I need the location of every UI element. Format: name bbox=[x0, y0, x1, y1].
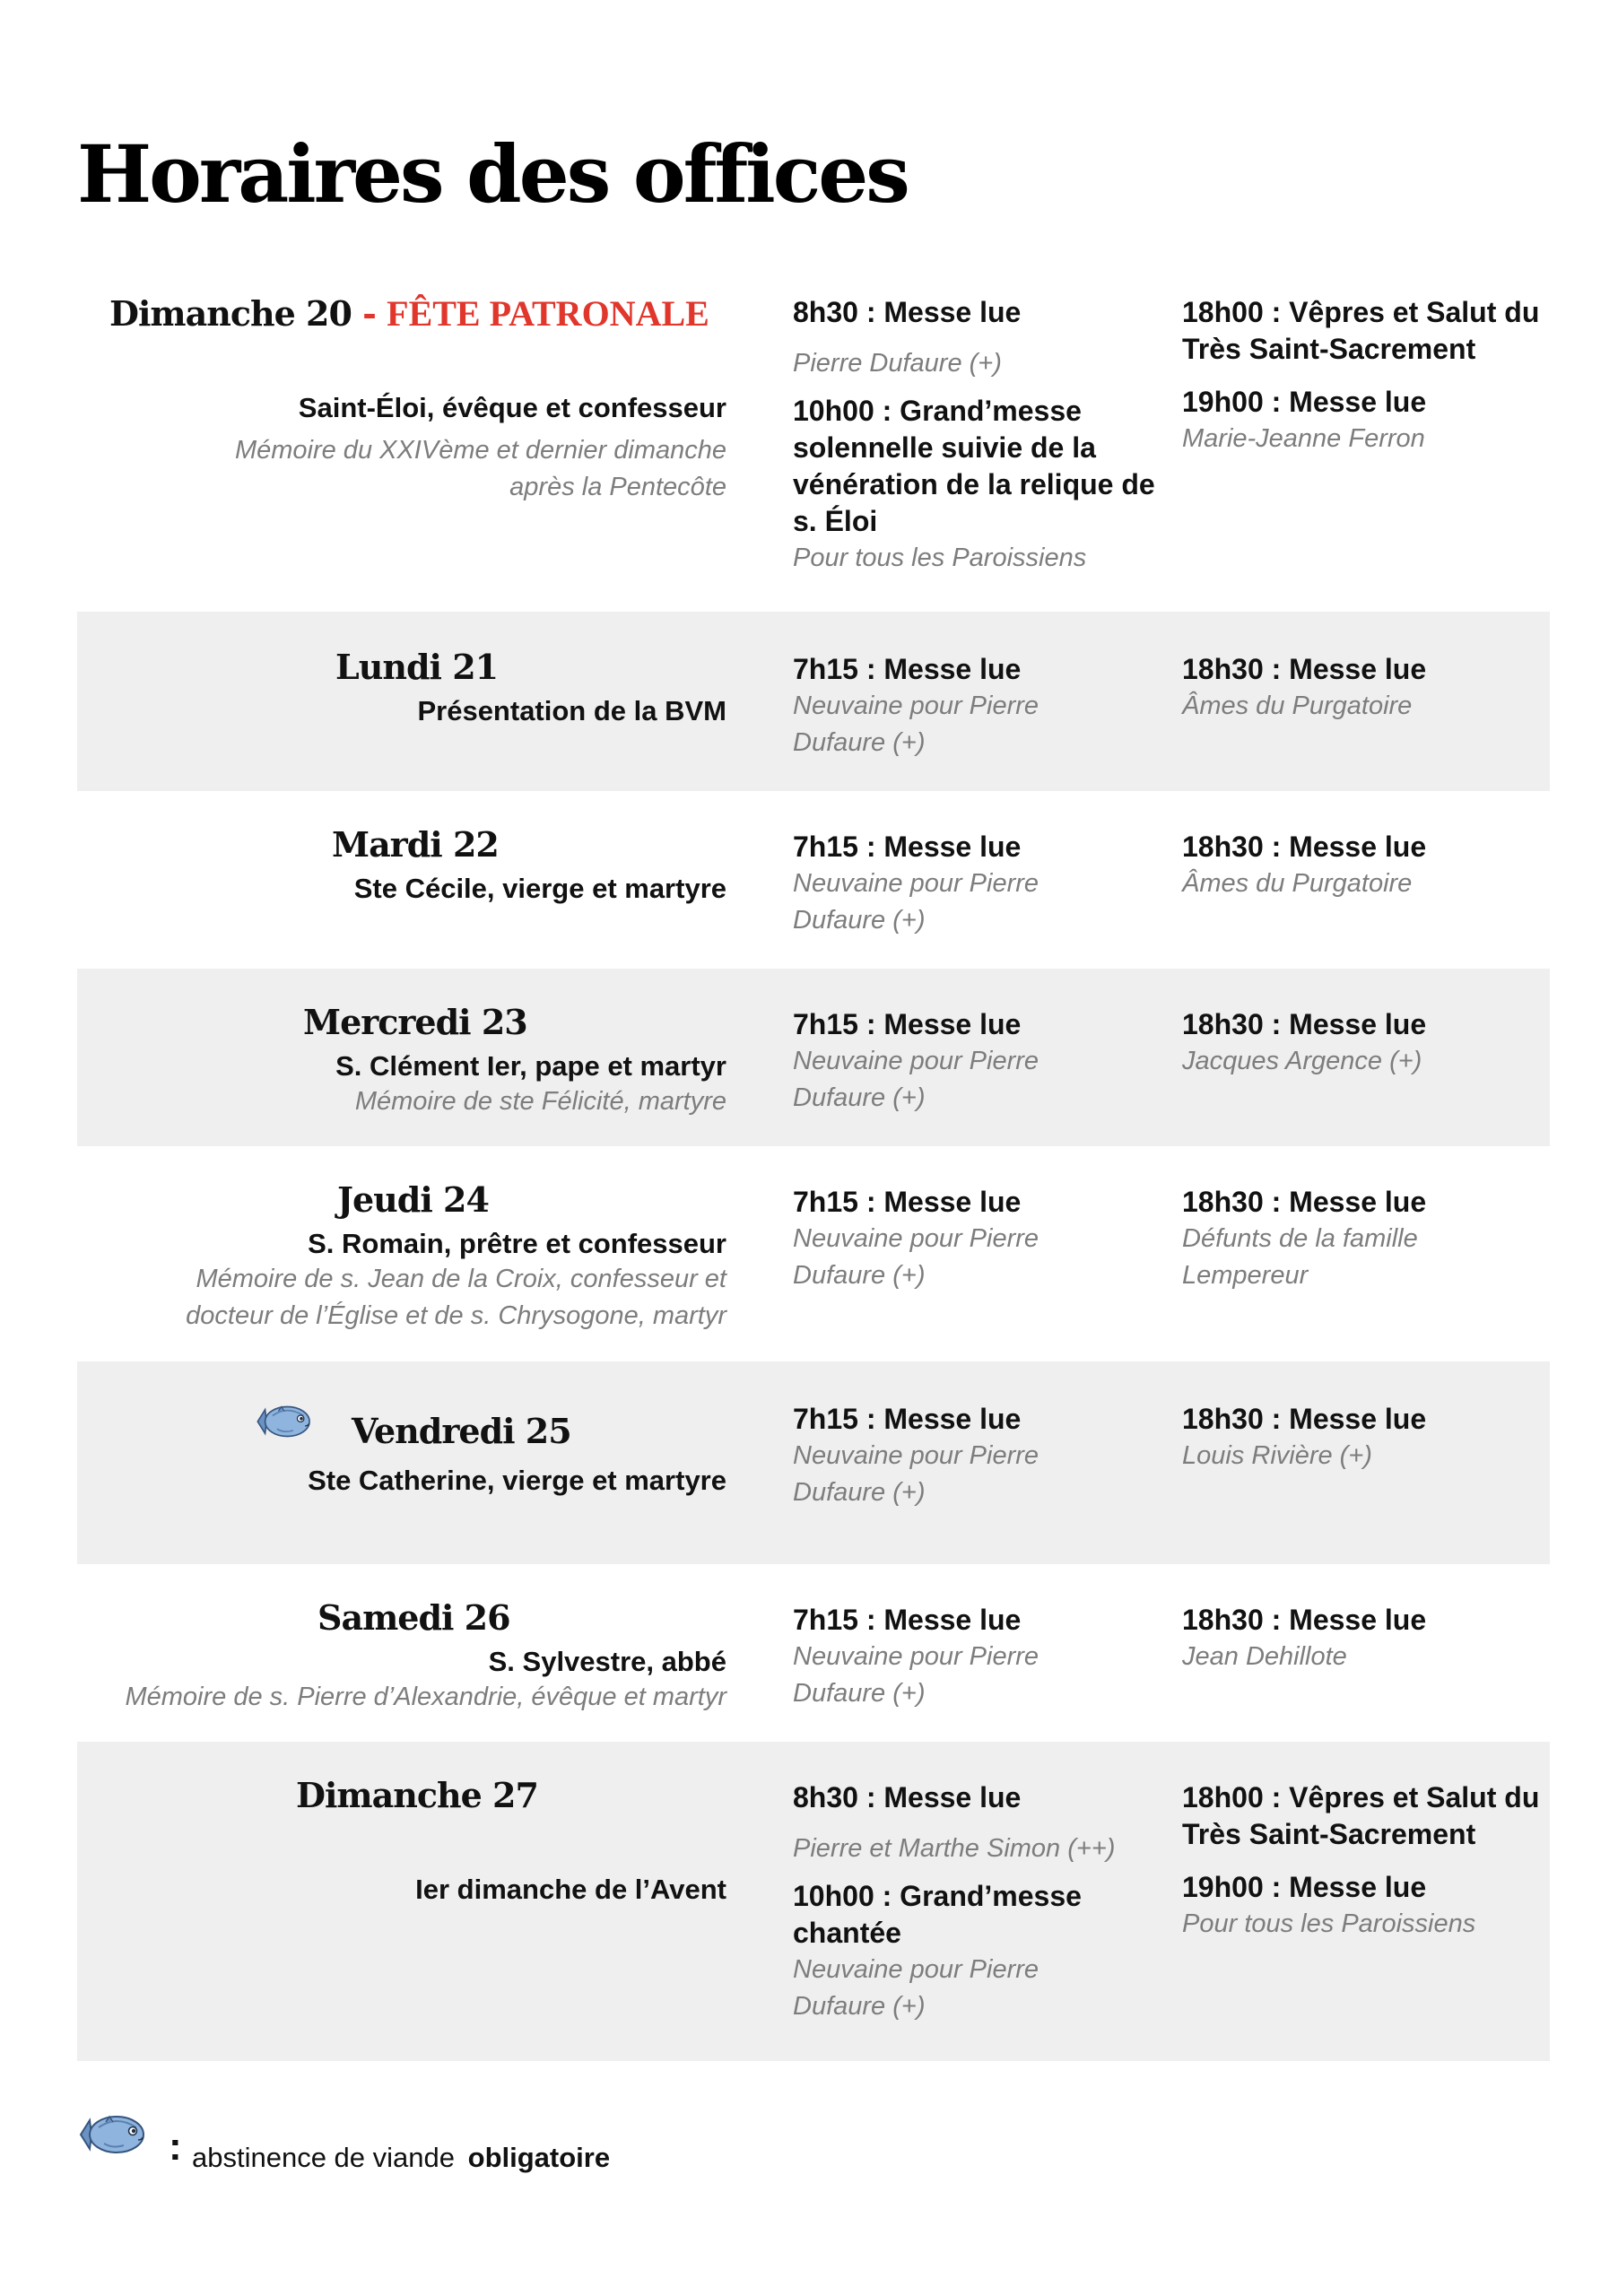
day-row-dimanche-27 bbox=[77, 1742, 1550, 2061]
mass-time: 19h00 : Messe lue bbox=[1182, 1871, 1427, 1903]
morning-masses bbox=[793, 969, 1170, 1117]
saint-of-day: S. Romain, prêtre et confesseur bbox=[308, 1228, 726, 1259]
separator: - bbox=[351, 293, 387, 334]
evening-masses bbox=[1182, 969, 1550, 1080]
mass-time: 19h00 : Messe lue bbox=[1182, 386, 1427, 418]
evening-masses bbox=[1182, 1742, 1550, 1943]
legend-colon: : bbox=[169, 2125, 182, 2169]
mass-time: 18h30 : Messe lue bbox=[1182, 1604, 1427, 1636]
mass-time: 18h00 : Vêpres et Salut du Très Saint-Sacrement bbox=[1182, 1781, 1540, 1850]
mass-intention: Jacques Argence (+) bbox=[1182, 1047, 1422, 1075]
mass-time: 7h15 : Messe lue bbox=[793, 831, 1022, 863]
morning-masses bbox=[793, 1361, 1170, 1511]
mass-intention: Neuvaine pour Pierre Dufaure (+) bbox=[793, 1047, 1040, 1112]
evening-masses bbox=[1182, 1146, 1550, 1294]
day-name: Dimanche 27 bbox=[296, 1775, 538, 1815]
mass-time: 7h15 : Messe lue bbox=[793, 1008, 1022, 1040]
mass-intention: Pour tous les Paroissiens bbox=[793, 544, 1087, 572]
day-row-mardi-22 bbox=[77, 791, 1550, 969]
mass-intention: Jean Dehillote bbox=[1182, 1642, 1347, 1671]
saint-of-day: Présentation de la BVM bbox=[417, 695, 726, 726]
saint-of-day: S. Sylvestre, abbé bbox=[488, 1646, 726, 1677]
mass-time: 18h00 : Vêpres et Salut du Très Saint-Sacrement bbox=[1182, 296, 1540, 365]
mass-intention: Neuvaine pour Pierre Dufaure (+) bbox=[793, 1224, 1040, 1290]
morning-masses bbox=[793, 1564, 1170, 1712]
day-name: Lundi 21 bbox=[335, 647, 499, 687]
day-row-lundi-21 bbox=[77, 612, 1550, 791]
mass-time: 10h00 : Grand’messe chantée bbox=[793, 1880, 1082, 1949]
mass-intention: Neuvaine pour Pierre Dufaure (+) bbox=[793, 1642, 1040, 1708]
saint-of-day: Ier dimanche de l’Avent bbox=[415, 1874, 726, 1905]
mass-time: 7h15 : Messe lue bbox=[793, 1186, 1022, 1218]
mass-time: 7h15 : Messe lue bbox=[793, 1604, 1022, 1636]
legend-emphasis: obligatoire bbox=[467, 2142, 611, 2173]
fish-icon bbox=[77, 2108, 149, 2161]
fish-icon bbox=[255, 1399, 314, 1444]
mass-intention: Neuvaine pour Pierre Dufaure (+) bbox=[793, 691, 1040, 757]
mass-intention: Neuvaine pour Pierre Dufaure (+) bbox=[793, 1955, 1040, 2021]
feast-label: FÊTE PATRONALE bbox=[387, 293, 709, 334]
saint-of-day: S. Clément Ier, pape et martyr bbox=[335, 1050, 726, 1082]
saint-of-day: Saint-Éloi, évêque et confesseur bbox=[298, 392, 726, 423]
legend-text bbox=[192, 2140, 610, 2176]
morning-masses bbox=[793, 287, 1170, 577]
mass-intention: Pour tous les Paroissiens bbox=[1182, 1909, 1476, 1938]
day-name bbox=[109, 292, 709, 335]
mass-time: 18h30 : Messe lue bbox=[1182, 1403, 1427, 1435]
commemoration-note: Mémoire de ste Félicité, martyre bbox=[354, 1087, 726, 1116]
morning-masses bbox=[793, 1742, 1170, 2025]
mass-time: 18h30 : Messe lue bbox=[1182, 1186, 1427, 1218]
evening-masses bbox=[1182, 1361, 1550, 1474]
saint-of-day: Ste Catherine, vierge et martyre bbox=[308, 1465, 726, 1496]
commemoration-note: Mémoire du XXIVème et dernier dimanche après la Pentecôte bbox=[234, 436, 726, 501]
day-name: Vendredi 25 bbox=[352, 1411, 571, 1451]
mass-intention: Pierre Dufaure (+) bbox=[793, 349, 1002, 378]
day-name: Jeudi 24 bbox=[337, 1179, 489, 1220]
commemoration-note: Mémoire de s. Pierre d’Alexandrie, évêque et martyr bbox=[125, 1683, 726, 1711]
morning-masses bbox=[793, 612, 1170, 761]
evening-masses bbox=[1182, 287, 1550, 457]
day-name: Mardi 22 bbox=[332, 824, 499, 865]
commemoration-note: Mémoire de s. Jean de la Croix, confesseur et docteur de l’Église et de s. Chrysogone, martyr bbox=[186, 1265, 726, 1330]
day-row-jeudi-24 bbox=[77, 1146, 1550, 1361]
day-name: Mercredi 23 bbox=[303, 1002, 527, 1042]
day-row-samedi-26 bbox=[77, 1564, 1550, 1742]
morning-masses bbox=[793, 791, 1170, 939]
mass-time: 18h30 : Messe lue bbox=[1182, 1008, 1427, 1040]
mass-intention: Âmes du Purgatoire bbox=[1182, 869, 1413, 898]
day-row-vendredi-25 bbox=[77, 1361, 1550, 1564]
mass-intention: Louis Rivière (+) bbox=[1182, 1441, 1372, 1470]
evening-masses bbox=[1182, 612, 1550, 725]
day-row-mercredi-23 bbox=[77, 969, 1550, 1146]
schedule-table bbox=[77, 287, 1550, 2061]
mass-intention: Pierre et Marthe Simon (++) bbox=[793, 1834, 1116, 1863]
legend-description: abstinence de viande bbox=[192, 2142, 456, 2173]
legend bbox=[77, 2108, 884, 2179]
evening-masses bbox=[1182, 1564, 1550, 1675]
page-title: Horaires des offices bbox=[77, 127, 908, 221]
mass-intention: Neuvaine pour Pierre Dufaure (+) bbox=[793, 869, 1040, 935]
mass-time: 18h30 : Messe lue bbox=[1182, 653, 1427, 685]
day-row-dimanche-20 bbox=[77, 287, 1550, 612]
mass-time: 7h15 : Messe lue bbox=[793, 1403, 1022, 1435]
evening-masses bbox=[1182, 791, 1550, 902]
mass-time: 8h30 : Messe lue bbox=[793, 1781, 1022, 1813]
mass-intention: Neuvaine pour Pierre Dufaure (+) bbox=[793, 1441, 1040, 1507]
mass-intention: Âmes du Purgatoire bbox=[1182, 691, 1413, 720]
mass-time: 7h15 : Messe lue bbox=[793, 653, 1022, 685]
morning-masses bbox=[793, 1146, 1170, 1294]
mass-intention: Défunts de la famille Lempereur bbox=[1182, 1224, 1418, 1290]
day-name: Samedi 26 bbox=[318, 1597, 510, 1638]
mass-time: 10h00 : Grand’messe solennelle suivie de la vénération de la relique de s. Éloi bbox=[793, 395, 1155, 537]
mass-time: 8h30 : Messe lue bbox=[793, 296, 1022, 328]
saint-of-day: Ste Cécile, vierge et martyre bbox=[353, 873, 726, 904]
mass-intention: Marie-Jeanne Ferron bbox=[1182, 424, 1425, 453]
mass-time: 18h30 : Messe lue bbox=[1182, 831, 1427, 863]
day-label: Dimanche 20 bbox=[109, 293, 352, 334]
